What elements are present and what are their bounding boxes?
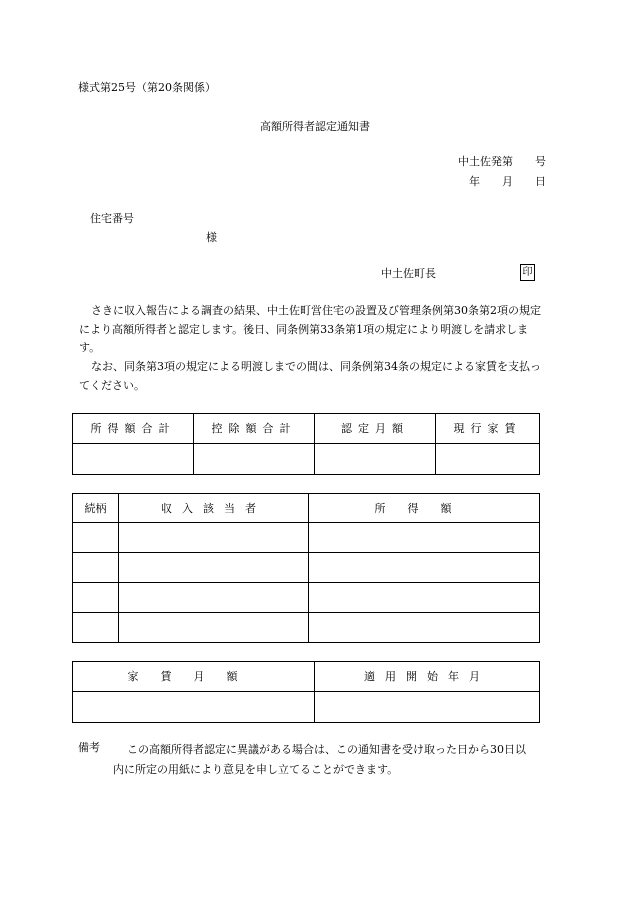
header-relationship: 続柄 (73, 494, 119, 523)
table-row (73, 523, 540, 553)
header-total-income: 所得額合計 (73, 414, 194, 444)
sender-name: 中土佐町長 (381, 267, 436, 280)
table-row (73, 553, 540, 583)
relationship-cell (73, 613, 119, 643)
income-amount-cell (309, 583, 540, 613)
rent-table (72, 661, 540, 723)
relationship-cell (73, 583, 119, 613)
issue-date: 年 月 日 (469, 175, 546, 188)
household-income-table (72, 493, 540, 643)
header-income-amount: 所得額 (309, 494, 540, 523)
relationship-cell (73, 553, 119, 583)
remarks-text (113, 740, 547, 780)
monthly-rent-cell (73, 692, 315, 723)
certified-monthly-cell (315, 444, 436, 475)
seal-mark: 印 (520, 264, 535, 281)
current-rent-cell (436, 444, 540, 475)
header-certified-monthly: 認定月額 (315, 414, 436, 444)
header-start-month: 適用開始年月 (315, 662, 540, 692)
remarks-line-1: この高額所得者認定に異議がある場合は、この通知書を受け取った日から30日以 (127, 743, 526, 756)
income-person-cell (119, 523, 309, 553)
body-paragraph-1: さきに収入報告による調査の結果、中土佐町営住宅の設置及び管理条例第30条第2項の規定により高額所得者と認定します。後日、同条例第33条第1項の規定により明渡しを請求します。 (79, 304, 541, 354)
remarks-line-2: 内に所定の用紙により意見を申し立てることができます。 (113, 763, 399, 776)
income-amount-cell (309, 613, 540, 643)
relationship-cell (73, 523, 119, 553)
document-title: 高額所得者認定通知書 (260, 120, 370, 133)
issue-number: 中土佐発第 号 (458, 155, 546, 168)
remarks-label: 備考 (78, 741, 100, 754)
table-row (73, 583, 540, 613)
form-number: 様式第25号（第20条関係） (78, 81, 216, 94)
header-income-person: 収入該当者 (119, 494, 309, 523)
header-total-deduction: 控除額合計 (194, 414, 315, 444)
header-current-rent: 現行家賃 (436, 414, 540, 444)
income-amount-cell (309, 553, 540, 583)
income-person-cell (119, 583, 309, 613)
address-label: 住宅番号 (90, 212, 134, 225)
total-income-cell (73, 444, 194, 475)
income-summary-table (72, 413, 540, 475)
income-person-cell (119, 613, 309, 643)
addressee-honorific: 様 (206, 231, 217, 244)
total-deduction-cell (194, 444, 315, 475)
table-row (73, 613, 540, 643)
body-paragraph-2: なお、同条第3項の規定による明渡しまでの間は、同条例第34条の規定による家賃を支払ってください。 (79, 360, 541, 392)
start-month-cell (315, 692, 540, 723)
income-person-cell (119, 553, 309, 583)
income-amount-cell (309, 523, 540, 553)
header-monthly-rent: 家賃月額 (73, 662, 315, 692)
